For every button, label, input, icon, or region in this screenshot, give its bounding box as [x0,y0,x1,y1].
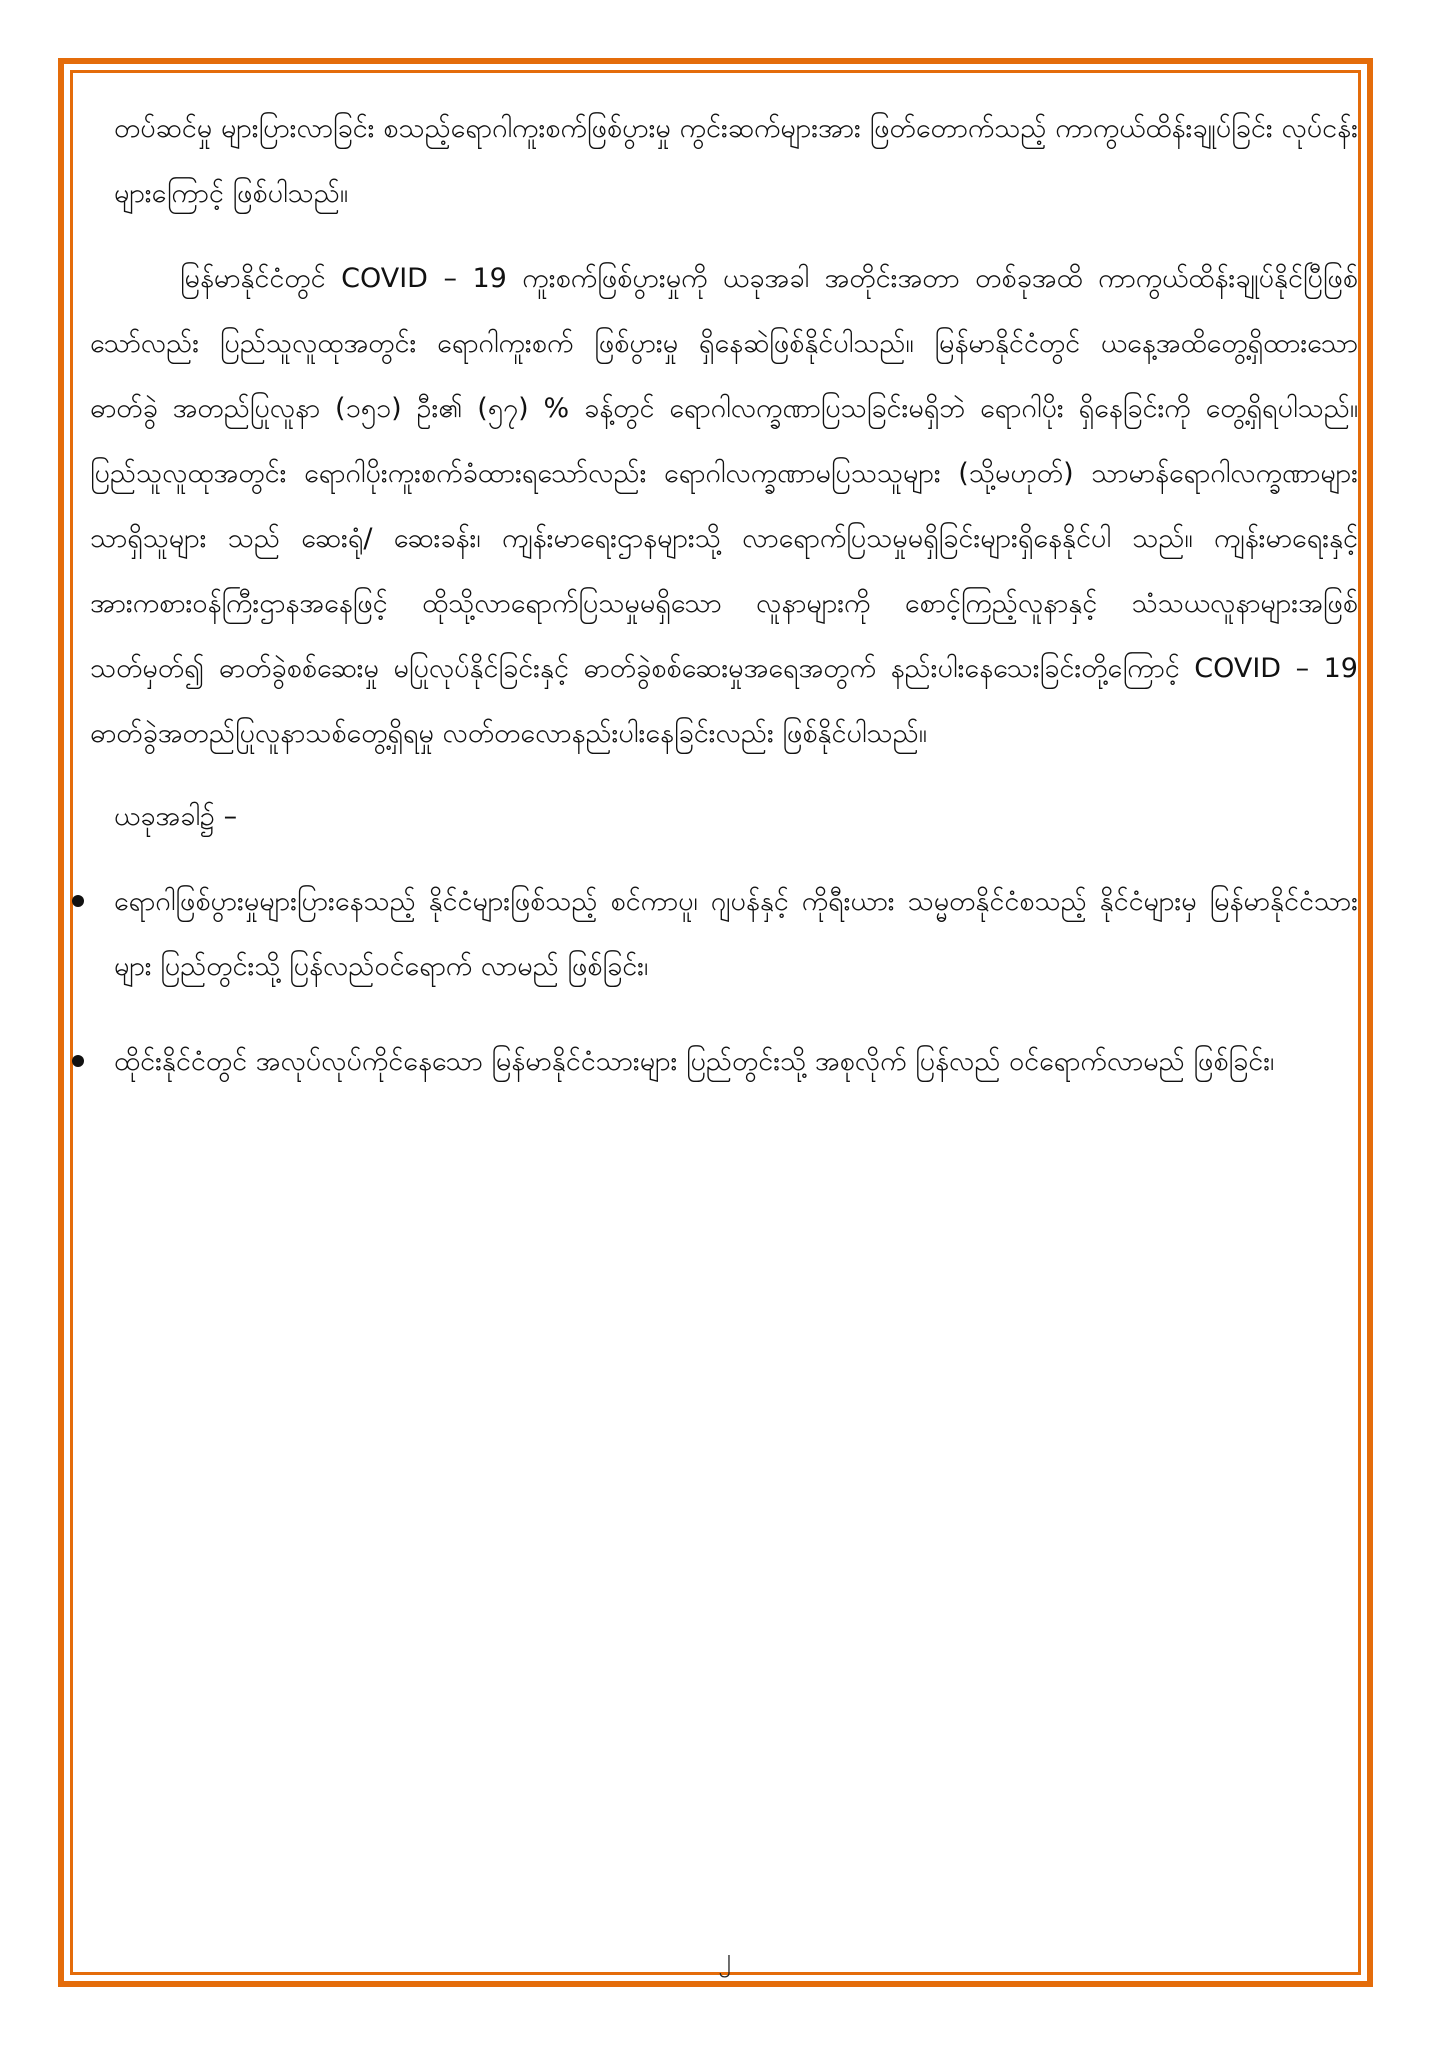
bullet-text: ထိုင်းနိုင်ငံတွင် အလုပ်လုပ်ကိုင်နေသော မြန်မာနိုင်ငံသားများ ပြည်တွင်းသို့ အစုလိုက် ပြန်လည် ဝင်ရောက်လာမည် ဖြစ်ခြင်း၊ [114,1046,1275,1077]
bullet-item [90,1029,1358,1094]
bullet-dot-icon [72,1055,84,1067]
bullet-dot-icon [72,895,84,907]
page-number: ၂ [718,1943,731,1973]
bullet-text: ရောဂါဖြစ်ပွားမှုများပြားနေသည့် နိုင်ငံများဖြစ်သည့် စင်ကာပူ၊ ဂျပန်နှင့် ကိုရီးယား သမ္မတနိုင်ငံစသည့် နိုင်ငံများမှ မြန်မာနိုင်ငံသားများ ပြည်တွင်းသို့ ပြန်လည်ဝင်ရောက် လာမည် ဖြစ်ခြင်း၊ [114,886,1358,982]
bullet-list [90,869,1358,1094]
paragraph-covid-status: မြန်မာနိုင်ငံတွင် COVID – 19 ကူးစက်ဖြစ်ပွားမှုကို ယခုအခါ အတိုင်းအတာ တစ်ခုအထိ ကာကွယ်ထိန်းချုပ်နိုင်ပြီဖြစ်သော်လည်း ပြည်သူလူထုအတွင်း ရောဂါကူးစက် ဖြစ်ပွားမှု ရှိနေဆဲဖြစ်နိုင်ပါသည်။ မြန်မာနိုင်ငံတွင် ယနေ့အထိတွေ့ရှိထားသော ဓာတ်ခွဲ အတည်ပြုလူနာ (၁၅၁) ဦး၏ (၅၇) % ခန့်တွင် ရောဂါလက္ခဏာပြသခြင်းမရှိဘဲ ရောဂါပိုး ရှိနေခြင်းကို တွေ့ရှိရပါသည်။ ပြည်သူလူထုအတွင်း ရောဂါပိုးကူးစက်ခံထားရသော်လည်း ရောဂါလက္ခဏာမပြသသူများ (သို့မဟုတ်) သာမာန်ရောဂါလက္ခဏာများသာရှိသူများ သည် ဆေးရုံ/ ဆေးခန်း၊ ကျန်းမာရေးဌာနများသို့ လာရောက်ပြသမှုမရှိခြင်းများရှိနေနိုင်ပါ သည်။ ကျန်းမာရေးနှင့်အားကစားဝန်ကြီးဌာနအနေဖြင့် ထိုသို့လာရောက်ပြသမှုမရှိသော လူနာများကို စောင့်ကြည့်လူနာနှင့် သံသယလူနာများအဖြစ် သတ်မှတ်၍ ဓာတ်ခွဲစစ်ဆေးမှု မပြုလုပ်နိုင်ခြင်းနှင့် ဓာတ်ခွဲစစ်ဆေးမှုအရေအတွက် နည်းပါးနေသေးခြင်းတို့ကြောင့် COVID – 19 ဓာတ်ခွဲအတည်ပြုလူနာသစ်တွေ့ရှိရမှု လတ်တလောနည်းပါးနေခြင်းလည်း ဖြစ်နိုင်ပါသည်။ [90,263,1358,749]
bullet-item [90,869,1358,999]
section-heading: ယခုအခါ၌ – [114,801,238,832]
document-body [90,96,1358,1124]
paragraph-continued: တပ်ဆင်မှု များပြားလာခြင်း စသည့်ရောဂါကူးစက်ဖြစ်ပွားမှု ကွင်းဆက်များအား ဖြတ်တောက်သည့် ကာကွယ်ထိန်းချုပ်ခြင်း လုပ်ငန်းများကြောင့် ဖြစ်ပါသည်။ [114,113,1358,209]
